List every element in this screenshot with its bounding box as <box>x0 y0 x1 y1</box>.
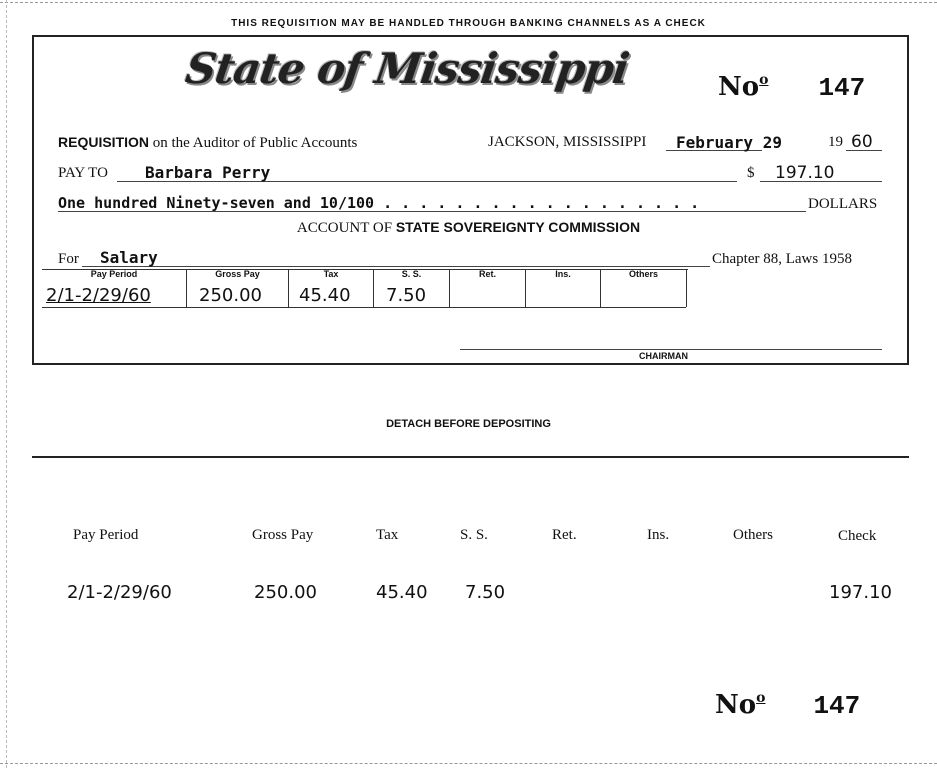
stub-value: 250.00 <box>254 582 317 603</box>
table-header: Pay Period <box>90 269 138 279</box>
stub-header: Check <box>838 528 877 544</box>
year-suffix: 60 <box>851 132 873 152</box>
signature-line <box>460 349 882 350</box>
account-line <box>0 219 937 237</box>
amount-words-line <box>58 211 806 212</box>
table-header: S. S. <box>401 269 422 279</box>
perforation-bottom <box>0 763 937 764</box>
date-value: February 29 <box>676 133 782 152</box>
for-value: Salary <box>100 248 158 267</box>
stub-number-label: No <box>715 690 757 720</box>
table-header: Tax <box>323 269 339 279</box>
table-col-tax <box>289 269 374 307</box>
table-col-pay-period <box>42 269 187 307</box>
dollar-sign: $ <box>747 165 755 181</box>
stub-number-value: 147 <box>813 691 861 721</box>
place: JACKSON, MISSISSIPPI <box>488 134 647 150</box>
deduction-table <box>42 269 688 309</box>
payee-name: Barbara Perry <box>145 163 271 182</box>
table-col-others <box>601 269 687 307</box>
table-value: 2/1-2/29/60 <box>46 285 151 306</box>
stub-header: Ins. <box>647 527 670 543</box>
account-name: STATE SOVEREIGNTY COMMISSION <box>395 219 641 235</box>
table-header: Ret. <box>478 269 496 279</box>
detach-rule <box>32 456 909 458</box>
stub-header: Others <box>733 527 773 543</box>
stub-number <box>715 690 860 721</box>
number-value: 147 <box>818 73 866 103</box>
amount-words: One hundred Ninety-seven and 10/100 . . . . . . . . . . . . . . . . . . <box>58 194 700 212</box>
stub-value: 2/1-2/29/60 <box>67 582 172 603</box>
number-superscript-o: o <box>759 72 769 88</box>
stub-header: Ret. <box>552 527 577 543</box>
table-value: 7.50 <box>386 285 427 306</box>
table-col-gross-pay <box>187 269 289 307</box>
detach-notice: DETACH BEFORE DEPOSITING <box>386 418 551 430</box>
dollars-label: DOLLARS <box>808 196 878 212</box>
chairman-label: CHAIRMAN <box>639 351 688 361</box>
stub-value: 7.50 <box>465 582 506 603</box>
table-bottom-rule <box>42 307 686 308</box>
banking-notice: THIS REQUISITION MAY BE HANDLED THROUGH BANKING CHANNELS AS A CHECK <box>231 18 706 29</box>
stub-number-superscript-o: o <box>756 690 766 706</box>
pay-to-label: PAY TO <box>58 165 108 181</box>
account-prefix: ACCOUNT OF <box>296 220 393 236</box>
for-line <box>82 266 710 267</box>
state-seal-title: State of Mississippi <box>182 44 632 93</box>
stub-header: Tax <box>376 527 399 543</box>
stub-header: Gross Pay <box>252 527 314 543</box>
number-label: No <box>718 72 760 102</box>
table-value: 250.00 <box>199 285 262 306</box>
perforation-top <box>0 2 937 3</box>
for-label: For <box>58 251 79 267</box>
perforation-left <box>6 0 7 768</box>
table-col-ret <box>450 269 526 307</box>
year-prefix: 19 <box>828 134 843 150</box>
stub-header: Pay Period <box>73 527 139 543</box>
stub-value: 197.10 <box>829 582 892 603</box>
stub-value: 45.40 <box>376 582 428 603</box>
table-header: Gross Pay <box>215 269 260 279</box>
stub-header: S. S. <box>460 527 488 543</box>
requisition-text: on the Auditor of Public Accounts <box>152 135 358 151</box>
table-col-ins <box>526 269 601 307</box>
table-header: Ins. <box>555 269 571 279</box>
table-value: 45.40 <box>299 285 351 306</box>
amount-value: 197.10 <box>775 163 835 183</box>
table-header: Others <box>628 269 658 279</box>
requisition-line <box>58 134 357 152</box>
chapter-text: Chapter 88, Laws 1958 <box>712 251 852 267</box>
check-number <box>718 72 865 103</box>
table-col-ss <box>374 269 450 307</box>
requisition-bold: REQUISITION <box>58 134 150 150</box>
